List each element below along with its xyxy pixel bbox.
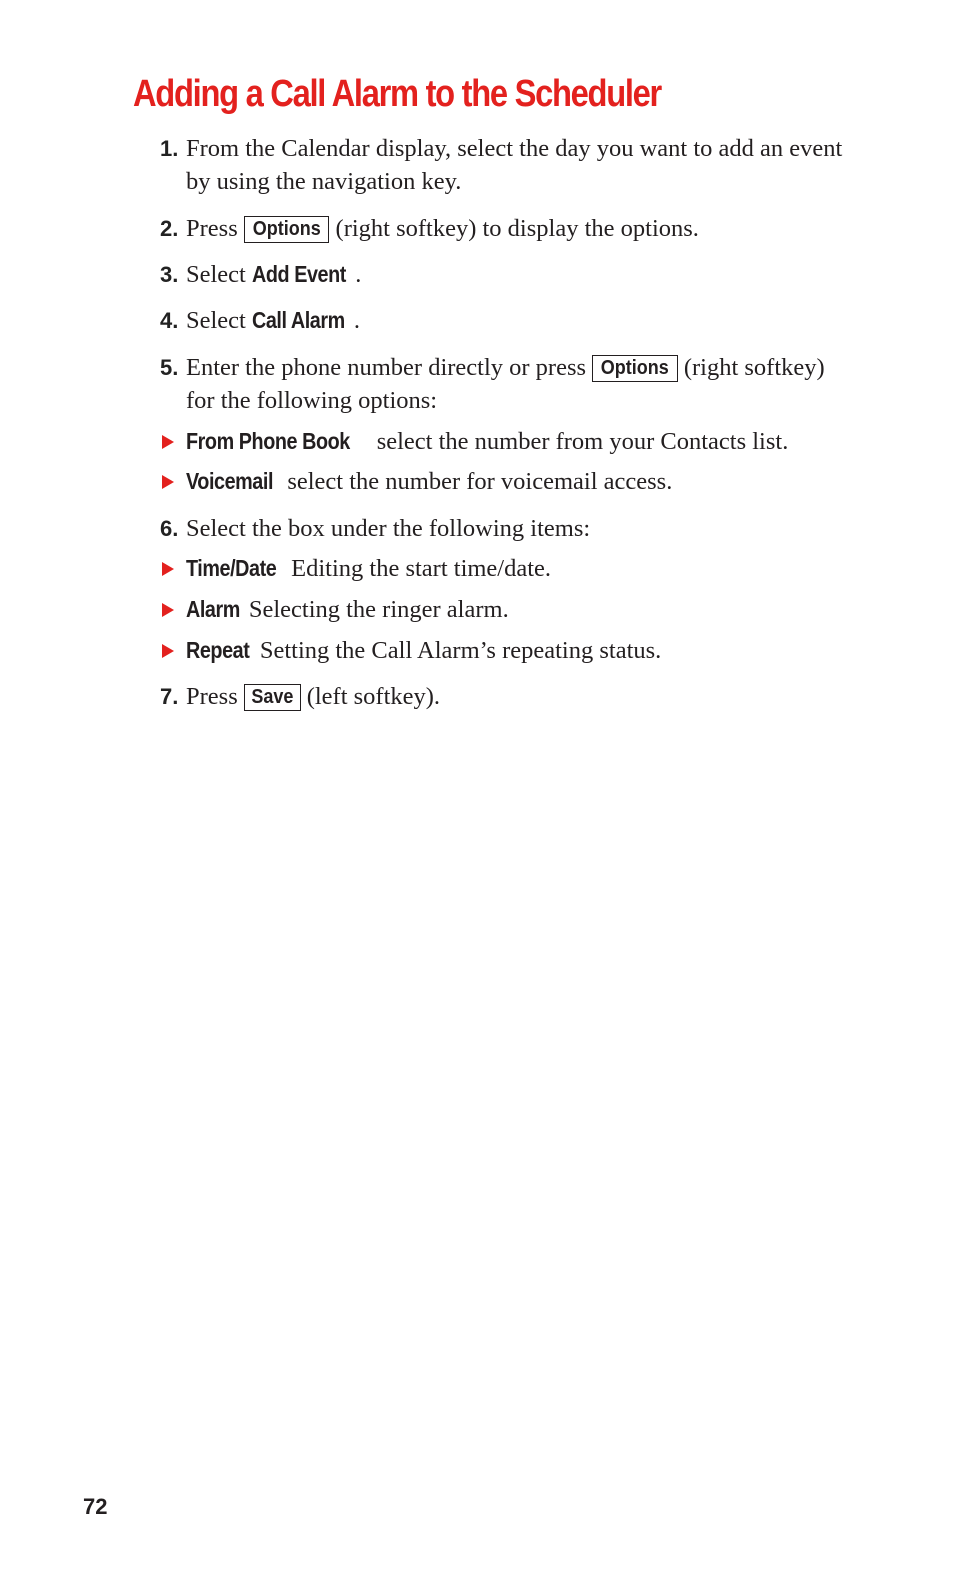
step-number: 5. [160,355,179,380]
step-number: 3. [160,262,179,287]
item-text [186,593,846,626]
softkey-label: Options [252,218,321,240]
triangle-bullet-icon [162,562,174,576]
step-number: 1. [160,136,179,161]
item-text [186,552,846,585]
triangle-bullet-icon [162,435,174,449]
step-text [186,304,846,337]
step-text [186,351,846,417]
item-name: Repeat [186,637,250,663]
step-text-post: . [353,307,361,334]
step-text [186,258,846,291]
step-number: 2. [160,216,179,241]
softkey-label: Save [251,686,294,708]
step-number: 4. [160,308,179,333]
options-softkey [592,355,678,382]
item-name: Time/Date [186,555,277,581]
step-text: Select the box under the following items: [186,515,591,542]
option-name: Voicemail [186,468,274,494]
option-text [186,425,846,458]
menu-item-name: Add Event [252,261,346,287]
save-softkey [244,684,301,711]
option-description: select the number from your Contacts list. [376,428,789,455]
option-name: From Phone Book [186,428,350,454]
step-text [186,680,846,713]
item-description: Setting the Call Alarm’s repeating status. [259,637,662,664]
triangle-bullet-icon [162,603,174,617]
step-text-pre: Select [186,261,246,288]
step-text-post: (right softkey) for the following options: [186,354,825,414]
step-text-pre: Enter the phone number directly or press [186,354,587,381]
step-text-pre: Press [186,683,238,710]
option-description: select the number for voicemail access. [287,468,673,495]
step-number: 6. [160,516,179,541]
step-text-post: . [355,261,362,288]
step-text-pre: Select [186,307,246,334]
step-text-post: (left softkey). [306,683,441,710]
item-description: Editing the start time/date. [291,555,552,582]
item-name: Alarm [186,596,240,622]
page-number: 72 [83,1494,108,1519]
step-text [186,212,846,245]
menu-item-name: Call Alarm [252,307,345,333]
step-number: 7. [160,684,179,709]
item-text [186,634,846,667]
options-softkey [244,216,330,243]
option-text [186,465,846,498]
triangle-bullet-icon [162,475,174,489]
item-description: Selecting the ringer alarm. [248,596,509,623]
softkey-label: Options [600,357,669,379]
step-text-pre: Press [186,215,238,242]
page-title: Adding a Call Alarm to the Scheduler [133,73,661,115]
triangle-bullet-icon [162,644,174,658]
step-text: From the Calendar display, select the day you want to add an event by using the navigation key. [186,135,843,195]
step-text-post: (right softkey) to display the options. [335,215,699,242]
